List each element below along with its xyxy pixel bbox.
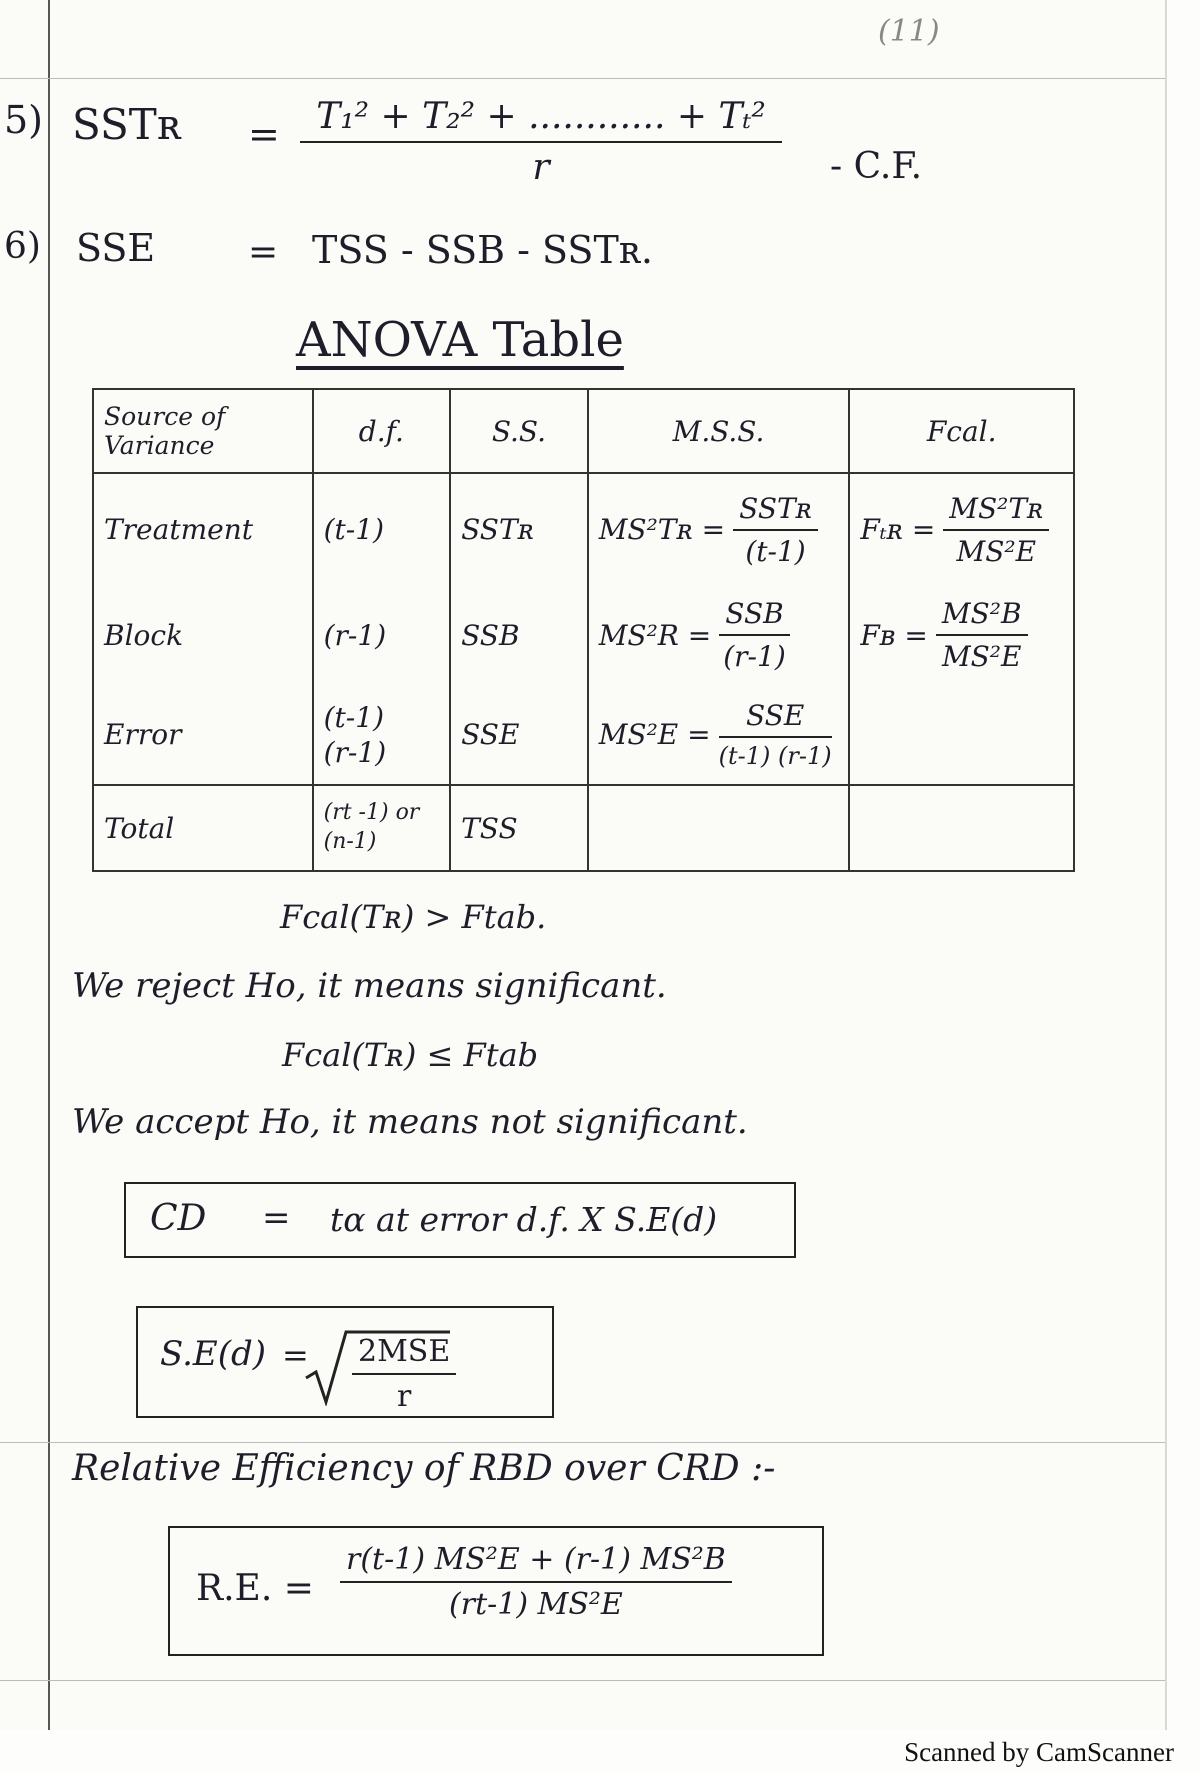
- formula-5-lhs: SSTʀ: [72, 100, 182, 149]
- block-f-denominator: MS²E: [941, 640, 1022, 673]
- formula-6-rhs: TSS - SSB - SSTʀ.: [312, 228, 653, 272]
- se-fraction: [352, 1334, 456, 1414]
- decision-text-1: We reject Ho, it means significant.: [72, 966, 667, 1006]
- block-mss-denominator: (r-1): [723, 640, 786, 673]
- formula-5-fraction: [300, 96, 782, 188]
- error-ss: SSE: [450, 685, 588, 785]
- header-df: d.f.: [313, 389, 450, 473]
- block-df: (r-1): [313, 585, 450, 685]
- treatment-mss-denominator: (t-1): [745, 534, 806, 568]
- margin-line: [48, 0, 50, 1730]
- error-source: Error: [93, 685, 313, 785]
- header-source: Source of Variance: [93, 389, 313, 473]
- relative-efficiency-heading: Relative Efficiency of RBD over CRD :-: [72, 1448, 776, 1489]
- header-ss: S.S.: [450, 389, 588, 473]
- total-df-line1: (rt -1) or: [323, 800, 420, 826]
- header-fcal: Fcal.: [849, 389, 1074, 473]
- formula-5-tail: - C.F.: [830, 146, 923, 187]
- anova-title: ANOVA Table: [296, 312, 624, 368]
- header-mss: M.S.S.: [588, 389, 850, 473]
- error-df-line2: (r-1): [323, 735, 387, 769]
- treatment-mss-lhs: MS²Tʀ =: [598, 513, 726, 546]
- error-mss-lhs: MS²E =: [598, 718, 711, 751]
- ruled-line: [0, 78, 1165, 79]
- total-source: Total: [93, 785, 313, 871]
- formula-6-lhs: SSE: [76, 226, 156, 270]
- total-df-line2: (n-1): [323, 829, 377, 854]
- treatment-source: Treatment: [93, 473, 313, 585]
- error-mss-numerator: SSE: [719, 699, 832, 738]
- block-mss-numerator: SSB: [719, 597, 789, 636]
- block-mss: [588, 585, 850, 685]
- anova-table: [92, 388, 1075, 872]
- block-f-lhs: Fʙ =: [860, 618, 928, 652]
- formula-5-label: 5): [4, 98, 44, 142]
- error-df-line1: (t-1): [323, 700, 384, 734]
- error-mss-denominator: (t-1) (r-1): [718, 742, 832, 770]
- se-numerator: 2MSE: [352, 1334, 456, 1375]
- anova-row-error: [93, 685, 1074, 785]
- error-fcal: [849, 685, 1074, 785]
- block-f-numerator: MS²B: [936, 597, 1028, 636]
- cd-lhs: CD: [150, 1198, 207, 1239]
- treatment-f-lhs: Fₜʀ =: [860, 513, 936, 546]
- treatment-f-numerator: MS²Tʀ: [943, 492, 1049, 531]
- se-lhs: S.E(d): [160, 1334, 267, 1374]
- cd-rhs: tα at error d.f. X S.E(d): [330, 1200, 718, 1239]
- anova-row-total: [93, 785, 1074, 871]
- re-denominator: (rt-1) MS²E: [449, 1587, 623, 1622]
- ruled-line: [0, 1442, 1165, 1443]
- formula-5-denominator: r: [532, 147, 550, 188]
- total-ss: TSS: [450, 785, 588, 871]
- block-mss-lhs: MS²R =: [598, 618, 712, 652]
- se-denominator: r: [396, 1379, 412, 1414]
- block-ss: SSB: [450, 585, 588, 685]
- decision-condition-1: Fcal(Tʀ) > Ftab.: [280, 898, 547, 936]
- block-source: Block: [93, 585, 313, 685]
- treatment-fcal: [849, 473, 1074, 585]
- re-lhs: R.E. =: [196, 1568, 314, 1609]
- anova-row-block: [93, 585, 1074, 685]
- se-equals: =: [282, 1336, 309, 1374]
- re-fraction: [340, 1542, 732, 1622]
- error-df: [313, 685, 450, 785]
- formula-6-label: 6): [4, 226, 41, 267]
- treatment-df: (t-1): [313, 473, 450, 585]
- total-mss: [588, 785, 850, 871]
- total-df: [313, 785, 450, 871]
- decision-text-2: We accept Ho, it means not significant.: [72, 1102, 748, 1142]
- re-numerator: r(t-1) MS²E + (r-1) MS²B: [340, 1542, 732, 1583]
- treatment-mss-numerator: SSTʀ: [733, 492, 818, 531]
- decision-condition-2: Fcal(Tʀ) ≤ Ftab: [282, 1036, 539, 1074]
- scanner-footer: Scanned by CamScanner: [904, 1737, 1174, 1767]
- error-mss: [588, 685, 850, 785]
- page-number: (11): [878, 14, 940, 49]
- total-fcal: [849, 785, 1074, 871]
- formula-5-numerator: T₁² + T₂² + ............ + Tₜ²: [300, 96, 782, 143]
- treatment-mss: [588, 473, 850, 585]
- formula-6-equals: =: [248, 232, 279, 273]
- formula-5-equals: =: [248, 112, 280, 156]
- cd-equals: =: [262, 1198, 291, 1238]
- treatment-ss: SSTʀ: [450, 473, 588, 585]
- anova-row-treatment: [93, 473, 1074, 585]
- anova-header-row: [93, 389, 1074, 473]
- ruled-line: [0, 1680, 1165, 1681]
- treatment-f-denominator: MS²E: [956, 534, 1037, 568]
- block-fcal: [849, 585, 1074, 685]
